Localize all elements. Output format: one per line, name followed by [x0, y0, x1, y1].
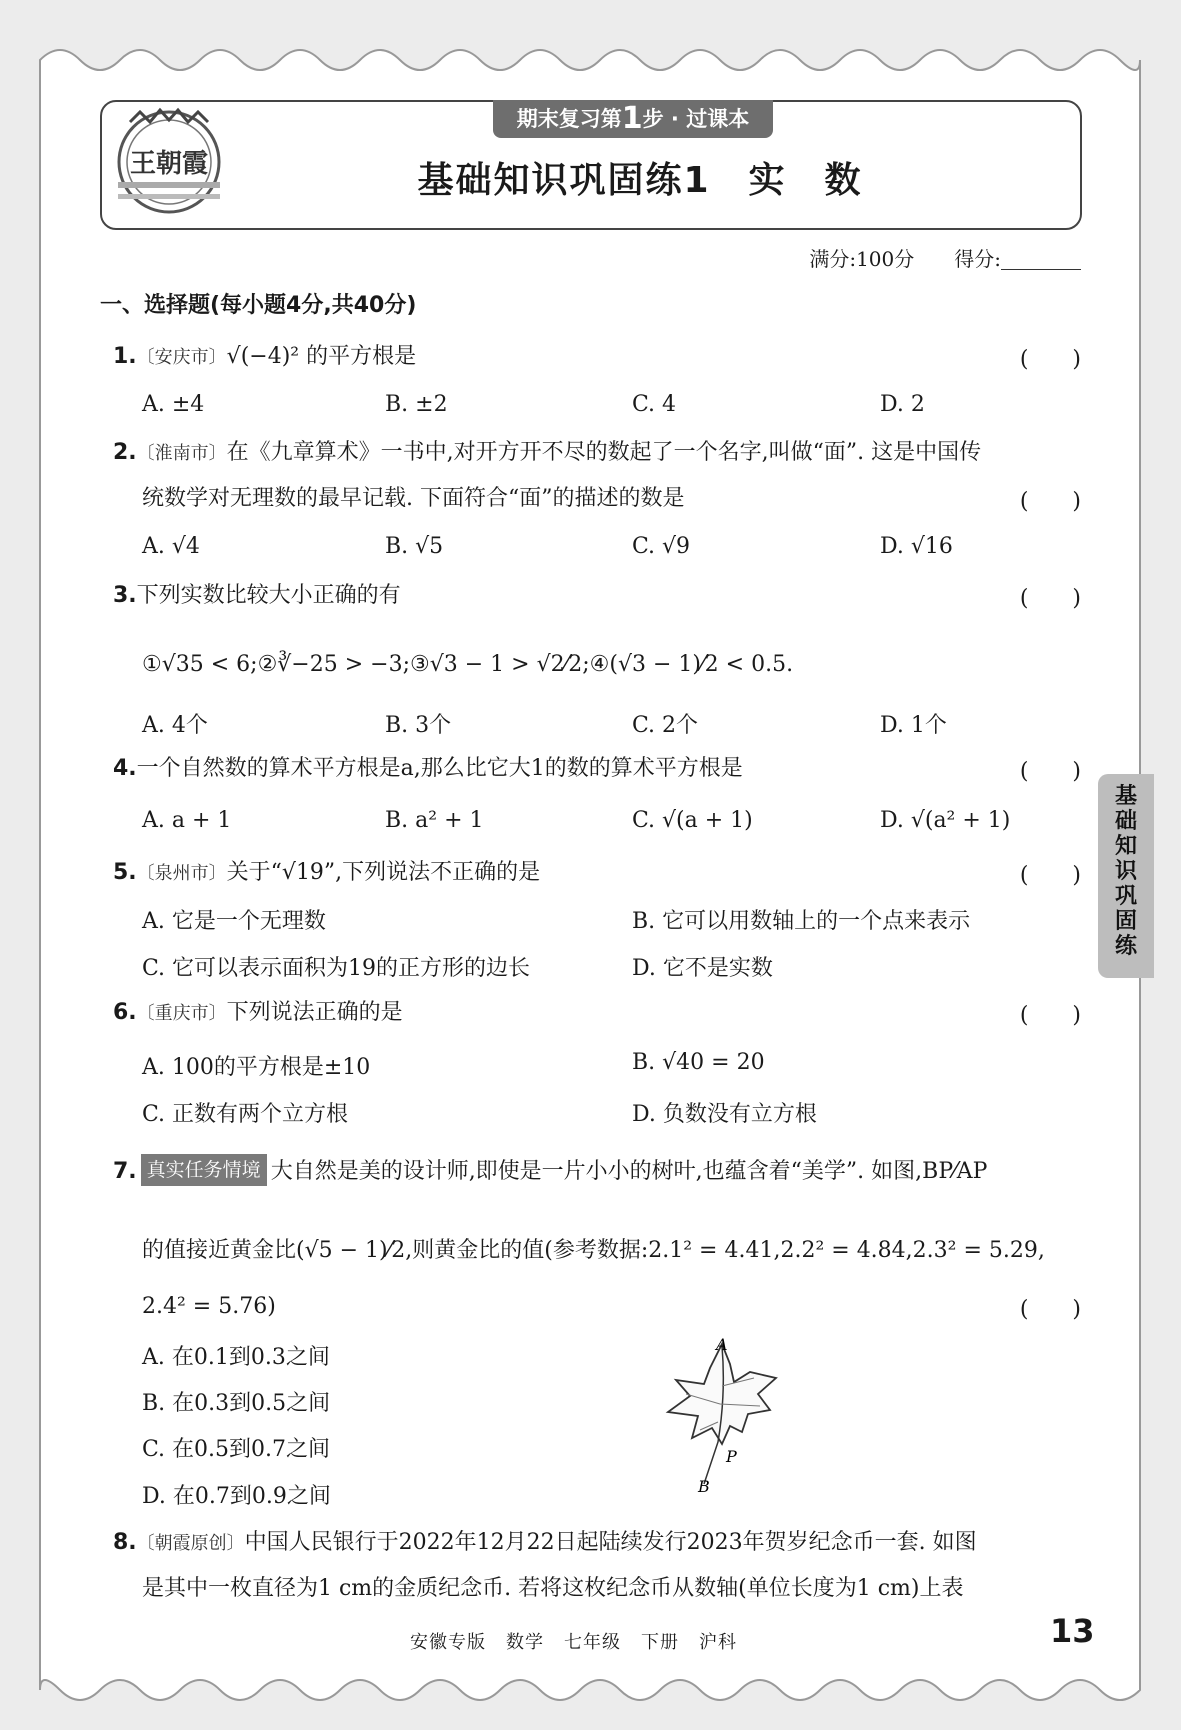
side-tab-label: 基础知识巩固练: [1114, 784, 1137, 959]
footer: [410, 1628, 757, 1654]
q2-option-b[interactable]: B. √5: [385, 534, 444, 559]
q5-option-c[interactable]: C. 它可以表示面积为19的正方形的边长: [142, 956, 531, 981]
q7-text-2: 的值接近黄金比(√5 − 1)⁄2,则黄金比的值(参考数据:2.1² = 4.41,2.2² = 4.84,2.3² = 5.29,: [142, 1238, 1045, 1263]
question-2: [113, 438, 981, 469]
q7-number: 7.: [113, 1159, 137, 1184]
q5-option-b[interactable]: B. 它可以用数轴上的一个点来表示: [632, 909, 971, 934]
q2-source: 〔淮南市〕: [136, 443, 227, 464]
q1-option-a[interactable]: A. ±4: [142, 392, 205, 417]
q6-text: 下列说法正确的是: [226, 1000, 403, 1025]
q2-text-2: 统数学对无理数的最早记载. 下面符合“面”的描述的数是: [142, 486, 685, 511]
score-blank[interactable]: [1001, 251, 1081, 270]
q1-source: 〔安庆市〕: [136, 347, 227, 368]
maple-leaf-figure: [660, 1334, 800, 1494]
side-tab: [1098, 774, 1154, 978]
question-3: [113, 581, 401, 611]
q1-number: 1.: [113, 344, 137, 369]
q3-text: 下列实数比较大小正确的有: [136, 583, 401, 608]
footer-publisher: 沪科: [699, 1632, 737, 1653]
question-8: [113, 1528, 977, 1559]
q4-option-a[interactable]: A. a + 1: [142, 808, 232, 833]
q3-option-d[interactable]: D. 1个: [880, 713, 947, 738]
q3-option-a[interactable]: A. 4个: [142, 713, 208, 738]
q1-option-d[interactable]: D. 2: [880, 392, 925, 417]
question-4: [113, 754, 743, 784]
step-tab: [493, 100, 773, 138]
q7-context-tag: 真实任务情境: [141, 1154, 267, 1186]
q5-source: 〔泉州市〕: [136, 863, 227, 884]
page-title: 基础知识巩固练1 实 数: [417, 160, 863, 201]
q4-option-b[interactable]: B. a² + 1: [385, 808, 484, 833]
q2-number: 2.: [113, 440, 137, 465]
q7-option-a[interactable]: A. 在0.1到0.3之间: [142, 1345, 330, 1370]
q5-option-d[interactable]: D. 它不是实数: [632, 956, 773, 981]
score-label: 得分:: [954, 247, 1001, 271]
q7-answer-paren[interactable]: ( ): [1019, 1297, 1081, 1322]
q7-text-3: 2.4² = 5.76): [142, 1294, 276, 1319]
q1-option-b[interactable]: B. ±2: [385, 392, 448, 417]
section-heading: 一、选择题(每小题4分,共40分): [100, 293, 417, 318]
q7-text-1: 大自然是美的设计师,即使是一片小小的树叶,也蕴含着“美学”. 如图,BP⁄AP: [270, 1159, 988, 1184]
q5-number: 5.: [113, 860, 137, 885]
q6-option-b[interactable]: B. √40 = 20: [632, 1050, 765, 1075]
q7-option-b[interactable]: B. 在0.3到0.5之间: [142, 1391, 331, 1416]
q2-option-c[interactable]: C. √9: [632, 534, 691, 559]
q3-option-c[interactable]: C. 2个: [632, 713, 699, 738]
q3-answer-paren[interactable]: ( ): [1019, 586, 1081, 611]
q8-number: 8.: [113, 1530, 137, 1555]
q6-option-c[interactable]: C. 正数有两个立方根: [142, 1102, 349, 1127]
q1-text: √(−4)² 的平方根是: [226, 344, 417, 369]
q7-option-d[interactable]: D. 在0.7到0.9之间: [142, 1484, 331, 1509]
logo-text: 王朝霞: [129, 149, 209, 179]
score-line: [809, 243, 1081, 272]
figure-label-b: B: [698, 1477, 710, 1494]
q7-option-c[interactable]: C. 在0.5到0.7之间: [142, 1437, 331, 1462]
full-score: 满分:100分: [809, 247, 915, 271]
q6-number: 6.: [113, 1000, 137, 1025]
question-5: [113, 858, 540, 889]
q8-text-1: 中国人民银行于2022年12月22日起陆续发行2023年贺岁纪念币一套. 如图: [244, 1530, 977, 1555]
q2-text-1: 在《九章算术》一书中,对开方开不尽的数起了一个名字,叫做“面”. 这是中国传: [226, 440, 982, 465]
q6-option-a[interactable]: A. 100的平方根是±10: [142, 1055, 371, 1080]
q6-source: 〔重庆市〕: [136, 1003, 227, 1024]
question-7: [113, 1154, 987, 1187]
step-number: 1: [621, 101, 643, 136]
page-number: 13: [1050, 1612, 1095, 1650]
q4-answer-paren[interactable]: ( ): [1019, 759, 1081, 784]
footer-subject: 数学: [506, 1632, 544, 1653]
q1-option-c[interactable]: C. 4: [632, 392, 677, 417]
q4-number: 4.: [113, 756, 137, 781]
q8-source: 〔朝霞原创〕: [136, 1533, 245, 1554]
figure-label-a: A: [716, 1335, 728, 1354]
q3-number: 3.: [113, 583, 137, 608]
q4-option-d[interactable]: D. √(a² + 1): [880, 808, 1011, 833]
q5-answer-paren[interactable]: ( ): [1019, 863, 1081, 888]
q3-option-b[interactable]: B. 3个: [385, 713, 452, 738]
q6-option-d[interactable]: D. 负数没有立方根: [632, 1102, 817, 1127]
footer-grade: 七年级: [564, 1632, 621, 1653]
q5-option-a[interactable]: A. 它是一个无理数: [142, 909, 326, 934]
step-prefix: 期末复习第: [516, 107, 622, 131]
q1-answer-paren[interactable]: ( ): [1019, 347, 1081, 372]
q2-answer-paren[interactable]: ( ): [1019, 489, 1081, 514]
footer-volume: 下册: [641, 1632, 679, 1653]
question-1: [113, 342, 416, 373]
q2-option-d[interactable]: D. √16: [880, 534, 953, 559]
q6-answer-paren[interactable]: ( ): [1019, 1003, 1081, 1028]
q2-option-a[interactable]: A. √4: [142, 534, 200, 559]
q8-text-2: 是其中一枚直径为1 cm的金质纪念币. 若将这枚纪念币从数轴(单位长度为1 cm)上表: [142, 1576, 964, 1601]
q3-items: ①√35 < 6;②∛−25 > −3;③√3 − 1 > √2⁄2;④(√3 − 1)⁄2 < 0.5.: [142, 652, 794, 677]
figure-label-p: P: [726, 1447, 737, 1466]
q4-text: 一个自然数的算术平方根是a,那么比它大1的数的算术平方根是: [136, 756, 743, 781]
question-6: [113, 998, 403, 1029]
q4-option-c[interactable]: C. √(a + 1): [632, 808, 753, 833]
logo-seal: [110, 104, 228, 220]
footer-edition: 安徽专版: [410, 1632, 486, 1653]
step-suffix: 步 · 过课本: [642, 107, 750, 131]
q5-text: 关于“√19”,下列说法不正确的是: [226, 860, 541, 885]
